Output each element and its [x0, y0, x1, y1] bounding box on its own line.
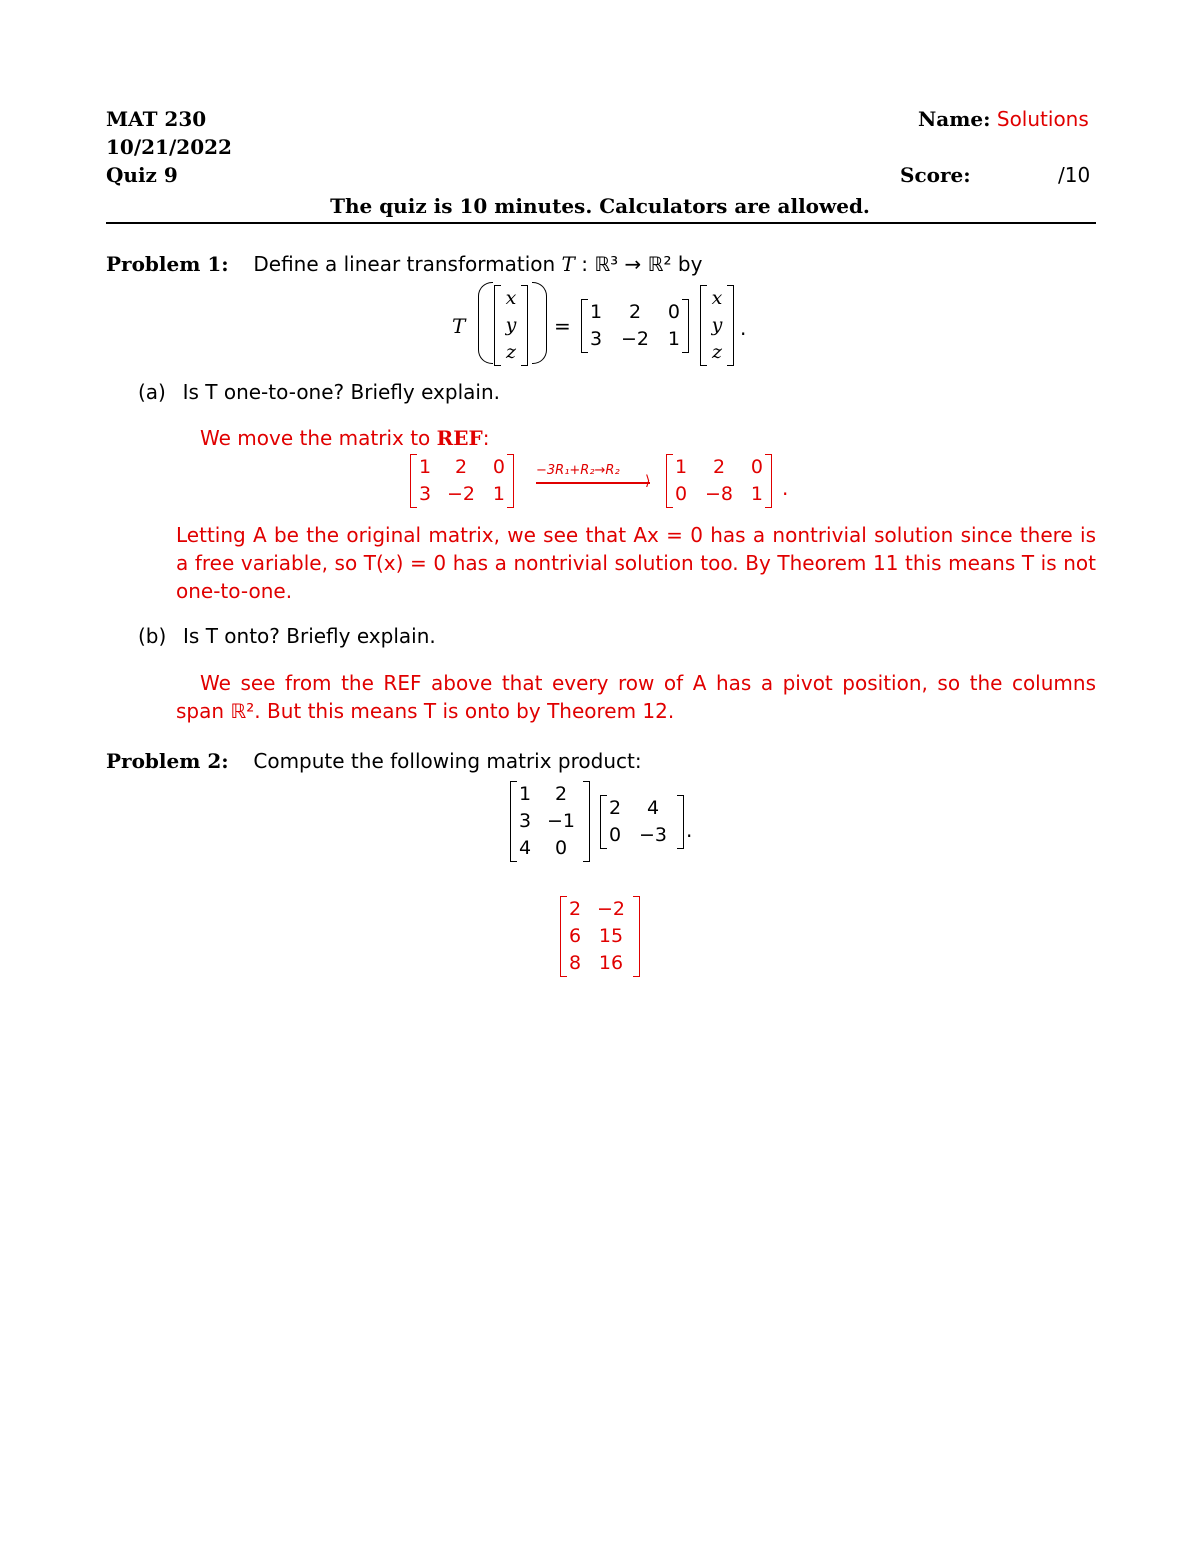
a22: 15	[598, 925, 624, 947]
m11: 1	[590, 301, 603, 323]
name-line	[918, 109, 1089, 129]
r21: 0	[675, 483, 688, 505]
ref-matrix	[666, 454, 772, 508]
a32: 16	[598, 952, 624, 974]
row-operation: −3R₁+R₂→R₂	[536, 463, 620, 478]
problem1-text: Define a linear transformation	[253, 252, 562, 276]
problem1-codomain: ℝ²	[647, 252, 672, 276]
transform-matrix	[581, 299, 689, 353]
vector-rhs	[700, 285, 734, 366]
l32: 0	[554, 837, 568, 859]
name-label: Name:	[918, 107, 991, 131]
r13: 0	[750, 456, 763, 478]
part-b-text: Is T onto? Briefly explain.	[183, 624, 436, 648]
m12: 2	[628, 301, 642, 323]
part-b-solution: We see from the REF above that every row of A has a pivot position, so the columns span ℝ². But this means T is onto by Theorem 12.	[176, 671, 1096, 723]
intro-colon: :	[482, 426, 490, 450]
q21: 0	[609, 824, 622, 846]
part-a-text: Is T one-to-one? Briefly explain.	[182, 380, 500, 404]
l31: 4	[519, 837, 532, 859]
part-a-label: (a)	[138, 380, 166, 404]
left-matrix	[510, 781, 590, 862]
r11: 1	[675, 456, 688, 478]
problem1-statement	[106, 254, 702, 274]
vec-x: x	[505, 287, 517, 309]
a11: 2	[569, 898, 582, 920]
input-vector	[494, 285, 528, 366]
l11: 1	[519, 783, 532, 805]
problem1-arrow: →	[618, 252, 648, 276]
vec-y: y	[505, 314, 517, 336]
equation-period: .	[740, 316, 747, 340]
name-value: Solutions	[996, 107, 1089, 131]
course-code: MAT 230	[106, 107, 207, 131]
rhs-x: x	[711, 287, 723, 309]
part-a-solution: Letting A be the original matrix, we see that Ax = 0 has a nontrivial solution since there is a free variable, so T(x) = 0 has a nontrivial solution too. By Theorem 11 this means T is not one-to-one.	[176, 523, 1096, 603]
o11: 1	[419, 456, 432, 478]
problem2-text: Compute the following matrix product:	[253, 749, 642, 773]
rhs-y: y	[711, 314, 723, 336]
problem1-label: Problem 1:	[106, 252, 229, 276]
m22: −2	[620, 328, 649, 350]
right-matrix	[600, 795, 684, 849]
r23: 1	[750, 483, 763, 505]
quiz-date: 10/21/2022	[106, 135, 232, 159]
score-label: Score:	[900, 163, 971, 187]
r22: −8	[704, 483, 733, 505]
left-paren	[478, 282, 493, 364]
quiz-number: Quiz 9	[106, 163, 178, 187]
problem1-T: T	[561, 252, 575, 276]
o12: 2	[454, 456, 468, 478]
problem1-domain: ℝ³	[594, 252, 619, 276]
equals-sign: =	[554, 314, 571, 338]
product-period: .	[686, 818, 693, 842]
o22: −2	[446, 483, 475, 505]
part-b-question	[138, 626, 436, 646]
right-paren	[532, 282, 547, 364]
r12: 2	[712, 456, 726, 478]
m13: 0	[667, 301, 680, 323]
a12: −2	[596, 898, 625, 920]
original-matrix	[410, 454, 514, 508]
m21: 3	[590, 328, 603, 350]
equation-T: T	[452, 314, 466, 338]
problem2-label: Problem 2:	[106, 749, 229, 773]
l21: 3	[519, 810, 532, 832]
q11: 2	[609, 797, 622, 819]
row-op-arrow	[536, 482, 650, 484]
part-a-question	[138, 382, 500, 402]
o21: 3	[419, 483, 432, 505]
problem1-by: by	[671, 252, 703, 276]
q22: −3	[638, 824, 667, 846]
l12: 2	[554, 783, 568, 805]
part-b-label: (b)	[138, 624, 167, 648]
problem1-colon: :	[574, 252, 595, 276]
intro-ref: REF	[436, 426, 483, 450]
o13: 0	[492, 456, 505, 478]
o23: 1	[492, 483, 505, 505]
problem2-statement	[106, 751, 642, 771]
instructions: The quiz is 10 minutes. Calculators are allowed.	[330, 194, 870, 218]
intro-text: We move the matrix to	[200, 426, 437, 450]
a31: 8	[569, 952, 582, 974]
m23: 1	[667, 328, 680, 350]
header-rule	[106, 222, 1096, 224]
vec-z: z	[505, 341, 516, 363]
ref-period: .	[782, 476, 789, 500]
q12: 4	[646, 797, 660, 819]
score-total: /10	[1058, 163, 1091, 187]
rhs-z: z	[711, 341, 722, 363]
l22: −1	[546, 810, 575, 832]
a21: 6	[569, 925, 582, 947]
part-a-intro	[200, 428, 489, 448]
row-op-arrowhead: ⟩	[645, 473, 651, 489]
answer-matrix	[560, 896, 640, 977]
